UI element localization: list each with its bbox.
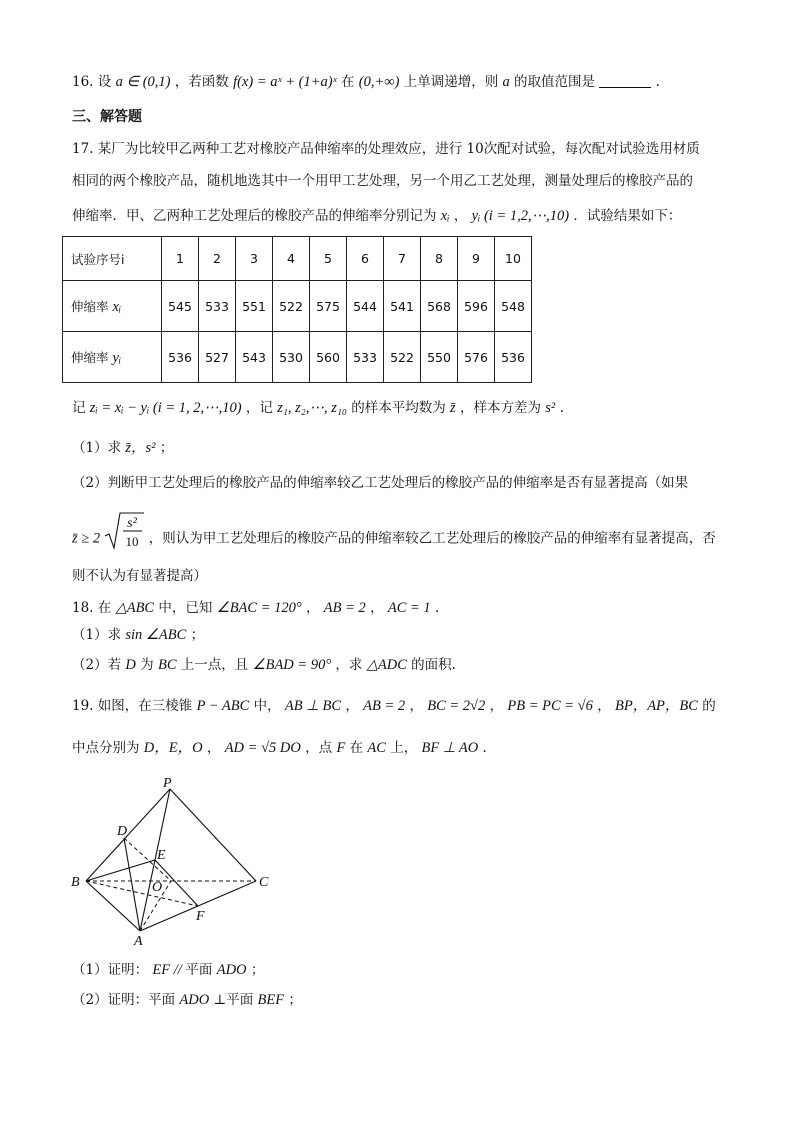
table-cell: 522 (273, 281, 310, 332)
pyramid-figure (66, 775, 286, 950)
table-cell: 543 (236, 332, 273, 383)
q18-text: 为 (140, 657, 154, 673)
sqrt-numerator: s² (127, 516, 138, 531)
q19-math: PB = PC = √6 (507, 698, 593, 714)
table-cell: 551 (236, 281, 273, 332)
label-F: F (196, 909, 205, 924)
q18-part1 (72, 625, 204, 645)
q16-math: (0,+∞) (358, 74, 400, 90)
q17-math: xᵢ (440, 208, 450, 224)
edge-BA (86, 881, 140, 931)
q18-math: BC (157, 657, 177, 673)
q18-text: ， (370, 600, 384, 616)
table-cell: 9 (458, 237, 495, 281)
label-C: C (259, 875, 269, 890)
q18-text: （2）若 (72, 657, 122, 673)
q19-text: ， (597, 698, 611, 714)
q16-math: a ∈ (0,1) (115, 74, 171, 90)
q19-math: AD = √5 DO (224, 740, 301, 756)
label-D: D (117, 824, 128, 839)
q19-math: AC (367, 740, 386, 756)
table-cell: 522 (384, 332, 421, 383)
q19-text: 中点分别为 (72, 740, 140, 756)
q17-line3 (72, 206, 681, 226)
q19-math: BF ⊥ AO (421, 740, 479, 756)
q19-math: BEF (257, 992, 285, 1008)
q19-text: 19. 如图，在三棱锥 (72, 698, 193, 714)
label-O: O (152, 880, 163, 895)
q19-text: 在 (349, 740, 364, 756)
table-cell: 550 (421, 332, 458, 383)
q17-text: 记 (72, 400, 86, 416)
q18-text: 上一点，且 (180, 657, 249, 673)
q17-text: ，则认为甲工艺处理后的橡胶产品的伸缩率较乙工艺处理后的橡胶产品的伸缩率有显著提高，否 (148, 530, 716, 547)
q18-text: ，求 (335, 657, 363, 673)
q19-math: F (336, 740, 346, 756)
q19-text: 中， (253, 698, 281, 714)
q19-text: ， (409, 698, 423, 714)
q19-math: EF // (152, 962, 186, 978)
q18-text: ； (190, 627, 205, 643)
q19-text: ， (345, 698, 359, 714)
q18-part2 (72, 655, 456, 675)
table-row (63, 237, 532, 281)
q17-line2: 相同的两个橡胶产品，随机地选其中一个用甲工艺处理，另一个用乙工艺处理，测量处理后的橡胶产品的 (72, 173, 693, 189)
q17-part2-line2 (72, 510, 716, 568)
table-cell: 7 (384, 237, 421, 281)
table-row (63, 281, 532, 332)
edge-PC (170, 789, 256, 881)
table-cell: 527 (199, 332, 236, 383)
q18-math: sin ∠ABC (125, 627, 187, 643)
table-cell: 1 (162, 237, 199, 281)
table-cell: 10 (495, 237, 532, 281)
q19-text: 平面 (185, 962, 213, 978)
q17-text: 伸缩率．甲、乙两种工艺处理后的橡胶产品的伸缩率分别记为 (72, 208, 437, 224)
sqrt-denominator: 10 (125, 534, 139, 549)
q19-text: ； (288, 992, 302, 1008)
q19-math: AB ⊥ BC (284, 698, 342, 714)
table-cell: 530 (273, 332, 310, 383)
q19-line1 (72, 696, 716, 716)
q17-part2-line3: 则不认为有显著提高） (72, 568, 207, 584)
q18-math: ∠BAD = 90° (252, 657, 332, 673)
q17-part2-line1: （2）判断甲工艺处理后的橡胶产品的伸缩率较乙工艺处理后的橡胶产品的伸缩率是否有显著提高（如果 (72, 475, 689, 491)
table-cell: 536 (495, 332, 532, 383)
table-cell: 3 (236, 237, 273, 281)
q18-math: △ABC (115, 600, 155, 616)
q17-math: z̄，s² (125, 440, 156, 456)
q17-math: yᵢ (i = 1,2,⋯,10) (471, 208, 570, 224)
table-cell: 541 (384, 281, 421, 332)
table-header-cell: 试验序号i (63, 237, 162, 281)
table-cell: 5 (310, 237, 347, 281)
q16-text: 上单调递增，则 (403, 74, 499, 90)
q17-line1: 17. 某厂为比较甲乙两种工艺对橡胶产品伸缩率的处理效应，进行 10次配对试验，每次配对试验选用材质 (72, 141, 700, 157)
table-header-cell (63, 281, 162, 332)
q19-math: P − ABC (196, 698, 250, 714)
q19-math: BC = 2√2 (427, 698, 486, 714)
q19-text: 的 (702, 698, 716, 714)
q18-line1 (72, 598, 439, 618)
q16-text: 在 (340, 74, 355, 90)
table-cell: 560 (310, 332, 347, 383)
table-cell: 533 (199, 281, 236, 332)
q16-text: . (655, 74, 660, 90)
data-table (62, 236, 532, 383)
table-cell: 544 (347, 281, 384, 332)
q17-text: ，记 (245, 400, 273, 416)
table-cell: 548 (495, 281, 532, 332)
q19-text: ， (206, 740, 221, 756)
label-A: A (134, 934, 143, 949)
q19-text: ； (250, 962, 265, 978)
table-row (63, 332, 532, 383)
section-title: 三、解答题 (72, 109, 142, 125)
sqrt-expression (104, 510, 144, 568)
q17-text: ．试验结果如下： (573, 208, 682, 224)
q19-text: 上， (390, 740, 418, 756)
q17-math: z̄ (450, 400, 456, 416)
answer-blank[interactable] (599, 73, 651, 88)
q19-text: . (482, 740, 487, 756)
q18-text: 中，已知 (158, 600, 213, 616)
segment-BE (86, 860, 155, 881)
table-header-cell (63, 332, 162, 383)
row-var: yᵢ (112, 349, 122, 366)
table-cell: 4 (273, 237, 310, 281)
q18-math: ∠BAC = 120° (216, 600, 302, 616)
q16-text: 的取值范围是 (514, 74, 596, 90)
q19-line2 (72, 738, 487, 758)
q19-math: ADO (216, 962, 247, 978)
sqrt-symbol (104, 510, 144, 552)
q19-math: BP，AP，BC (614, 698, 698, 714)
q19-text: （1）证明： (72, 962, 149, 978)
q19-text: （2）证明：平面 (72, 992, 176, 1008)
table-cell: 576 (458, 332, 495, 383)
q17-text: ； (159, 440, 174, 456)
q17-math: zᵢ = xᵢ − yᵢ (i = 1, 2,⋯,10) (89, 400, 242, 416)
q19-text: ， (489, 698, 504, 714)
edge-BP (86, 789, 170, 881)
q17-text: ， (453, 208, 468, 224)
q19-math: ADO (179, 992, 210, 1008)
table-cell: 533 (347, 332, 384, 383)
table-cell: 596 (458, 281, 495, 332)
q17-math: z̄ ≥ 2 (72, 530, 101, 547)
q18-text: ， (305, 600, 320, 616)
q19-math: AB = 2 (363, 698, 406, 714)
table-cell: 536 (162, 332, 199, 383)
segment-DA (124, 838, 140, 931)
q18-text: 的面积. (411, 657, 456, 673)
table-cell: 6 (347, 237, 384, 281)
table-cell: 575 (310, 281, 347, 332)
row-label: 伸缩率 (71, 298, 109, 314)
table-cell: 2 (199, 237, 236, 281)
q17-text: （1）求 (72, 440, 122, 456)
row-label: 伸缩率 (71, 349, 109, 365)
table-cell: 8 (421, 237, 458, 281)
q18-text: （1）求 (72, 627, 122, 643)
q18-math: D (125, 657, 136, 673)
q17-text: . (559, 400, 564, 416)
q19-text: ⊥平面 (213, 992, 254, 1008)
q17-part1 (72, 438, 173, 458)
q19-part1 (72, 960, 264, 980)
table-cell: 568 (421, 281, 458, 332)
q16-line (72, 72, 660, 92)
q16-text: 16. 设 (72, 74, 112, 90)
q18-text: . (434, 600, 440, 616)
label-B: B (71, 875, 80, 890)
label-P: P (163, 776, 172, 791)
table-cell: 545 (162, 281, 199, 332)
segment-BF-hidden (86, 881, 198, 906)
q18-math: AB = 2 (323, 600, 366, 616)
q18-math: AC = 1 (387, 600, 431, 616)
q18-text: 18. 在 (72, 600, 112, 616)
q19-text: ，点 (305, 740, 333, 756)
q17-after-table (72, 398, 564, 418)
q17-text: 的样本平均数为 (351, 400, 446, 416)
q17-math: z₁, z₂,⋯, z₁₀ (277, 400, 347, 416)
q19-part2 (72, 990, 302, 1010)
q19-math: D，E，O (143, 740, 203, 756)
q17-math: s² (545, 400, 556, 416)
q18-math: △ADC (366, 657, 407, 673)
label-E: E (157, 848, 166, 863)
q17-text: ，样本方差为 (459, 400, 541, 416)
q16-math: a (502, 74, 510, 90)
row-var: xᵢ (112, 298, 122, 315)
q16-text: ，若函数 (174, 74, 229, 90)
q16-math: f(x) = aˣ + (1+a)ˣ (233, 74, 337, 90)
